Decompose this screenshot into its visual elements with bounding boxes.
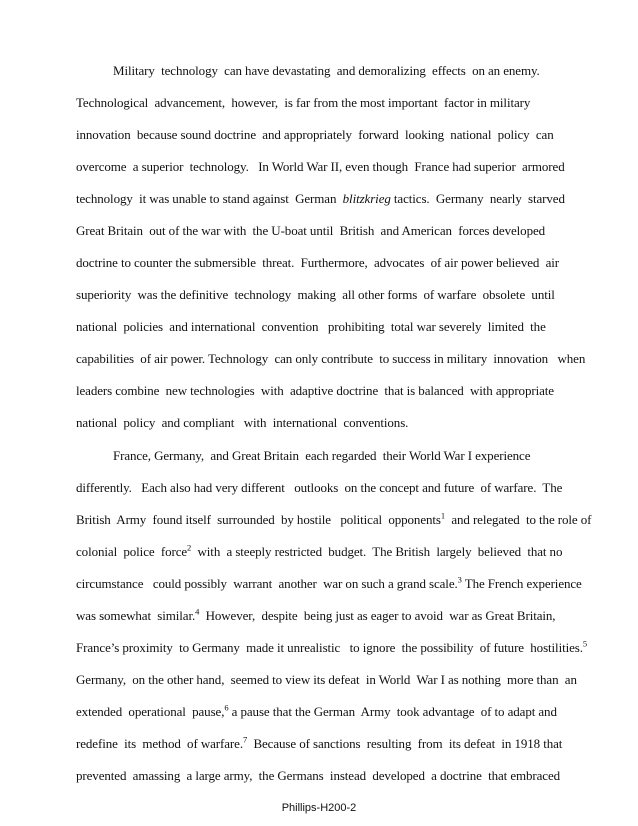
text-segment: blitzkrieg [342, 191, 391, 206]
footnote-marker: 1 [440, 510, 446, 521]
text-segment: redefine its method of warfare. [76, 736, 243, 751]
text-line [76, 480, 576, 496]
text-segment: leaders combine new technologies with adaptive doctrine that is balanced with appropriate [76, 383, 554, 398]
text-segment: France, Germany, and Great Britain each regarded their World War I experience [113, 448, 531, 463]
text-segment: with a steeply restricted budget. The British largely believed that no [191, 544, 563, 559]
text-line [113, 63, 576, 79]
text-line [76, 191, 576, 207]
text-line [76, 415, 576, 431]
text-segment: Great Britain out of the war with the U-boat until British and American forces developed [76, 223, 546, 238]
text-segment: superiority was the definitive technology making all other forms of warfare obsolete until [76, 287, 555, 302]
text-segment: extended operational pause, [76, 704, 225, 719]
text-segment: Military technology can have devastating and demoralizing effects on an enemy. [113, 63, 540, 78]
text-line [76, 287, 576, 303]
text-segment: France’s proximity to Germany made it unrealistic to ignore the possibility of future hostilities. [76, 640, 583, 655]
footnote-marker: 7 [242, 734, 248, 745]
text-segment: doctrine to counter the submersible threat. Furthermore, advocates of air power believed air [76, 255, 560, 270]
text-segment: Because of sanctions resulting from its defeat in 1918 that [247, 736, 563, 751]
text-line [76, 95, 576, 111]
text-line [76, 319, 576, 335]
text-line [76, 127, 576, 143]
text-segment: was somewhat similar. [76, 608, 196, 623]
text-segment: technology it was unable to stand against German [76, 191, 343, 206]
text-line [76, 255, 576, 271]
text-segment: a pause that the German Army took advantage of to adapt and [228, 704, 557, 719]
text-segment: and relegated to the role of [445, 512, 592, 527]
text-segment: However, despite being just as eager to avoid war as Great Britain, [199, 608, 556, 623]
footnote-marker: 4 [195, 606, 200, 617]
text-line [76, 351, 586, 367]
text-line [76, 608, 576, 624]
footnote-marker: 5 [582, 638, 588, 649]
text-segment: innovation because sound doctrine and appropriately forward looking national policy can [76, 127, 554, 142]
text-segment: tactics. Germany nearly starved [390, 191, 565, 206]
text-line [76, 223, 576, 239]
text-line [113, 448, 576, 464]
text-segment: Germany, on the other hand, seemed to view its defeat in World War I as nothing more than an [76, 672, 577, 687]
text-line [76, 638, 588, 656]
footnote-marker: 3 [457, 574, 462, 585]
text-line [76, 736, 576, 752]
text-line [76, 544, 576, 560]
text-line [76, 704, 576, 720]
text-segment: overcome a superior technology. In World War II, even though France had superior armored [76, 159, 565, 174]
footnote-marker: 2 [187, 542, 192, 553]
text-line [76, 574, 582, 592]
text-segment: capabilities of air power. Technology can only contribute to success in military innovation when [76, 351, 586, 366]
page-footer: Phillips-H200-2 [281, 802, 357, 814]
text-segment: British Army found itself surrounded by hostile political opponents [76, 512, 441, 527]
text-segment: national policies and international convention prohibiting total war severely limited the [76, 319, 546, 334]
text-line [76, 159, 576, 175]
text-line [76, 672, 576, 688]
text-segment: Technological advancement, however, is far from the most important factor in military [76, 95, 531, 110]
text-line [76, 383, 576, 399]
text-segment: national policy and compliant with international conventions. [76, 415, 409, 430]
text-line [76, 768, 576, 784]
text-segment: colonial police force [76, 544, 188, 559]
text-line [76, 510, 592, 528]
text-segment: circumstance could possibly warrant another war on such a grand scale. [76, 576, 458, 591]
text-segment: differently. Each also had very different outlooks on the concept and future of warfare. The [76, 480, 563, 495]
text-segment: prevented amassing a large army, the Germans instead developed a doctrine that embraced [76, 768, 561, 783]
footnote-marker: 6 [224, 702, 229, 713]
text-segment: The French experience [461, 576, 582, 591]
